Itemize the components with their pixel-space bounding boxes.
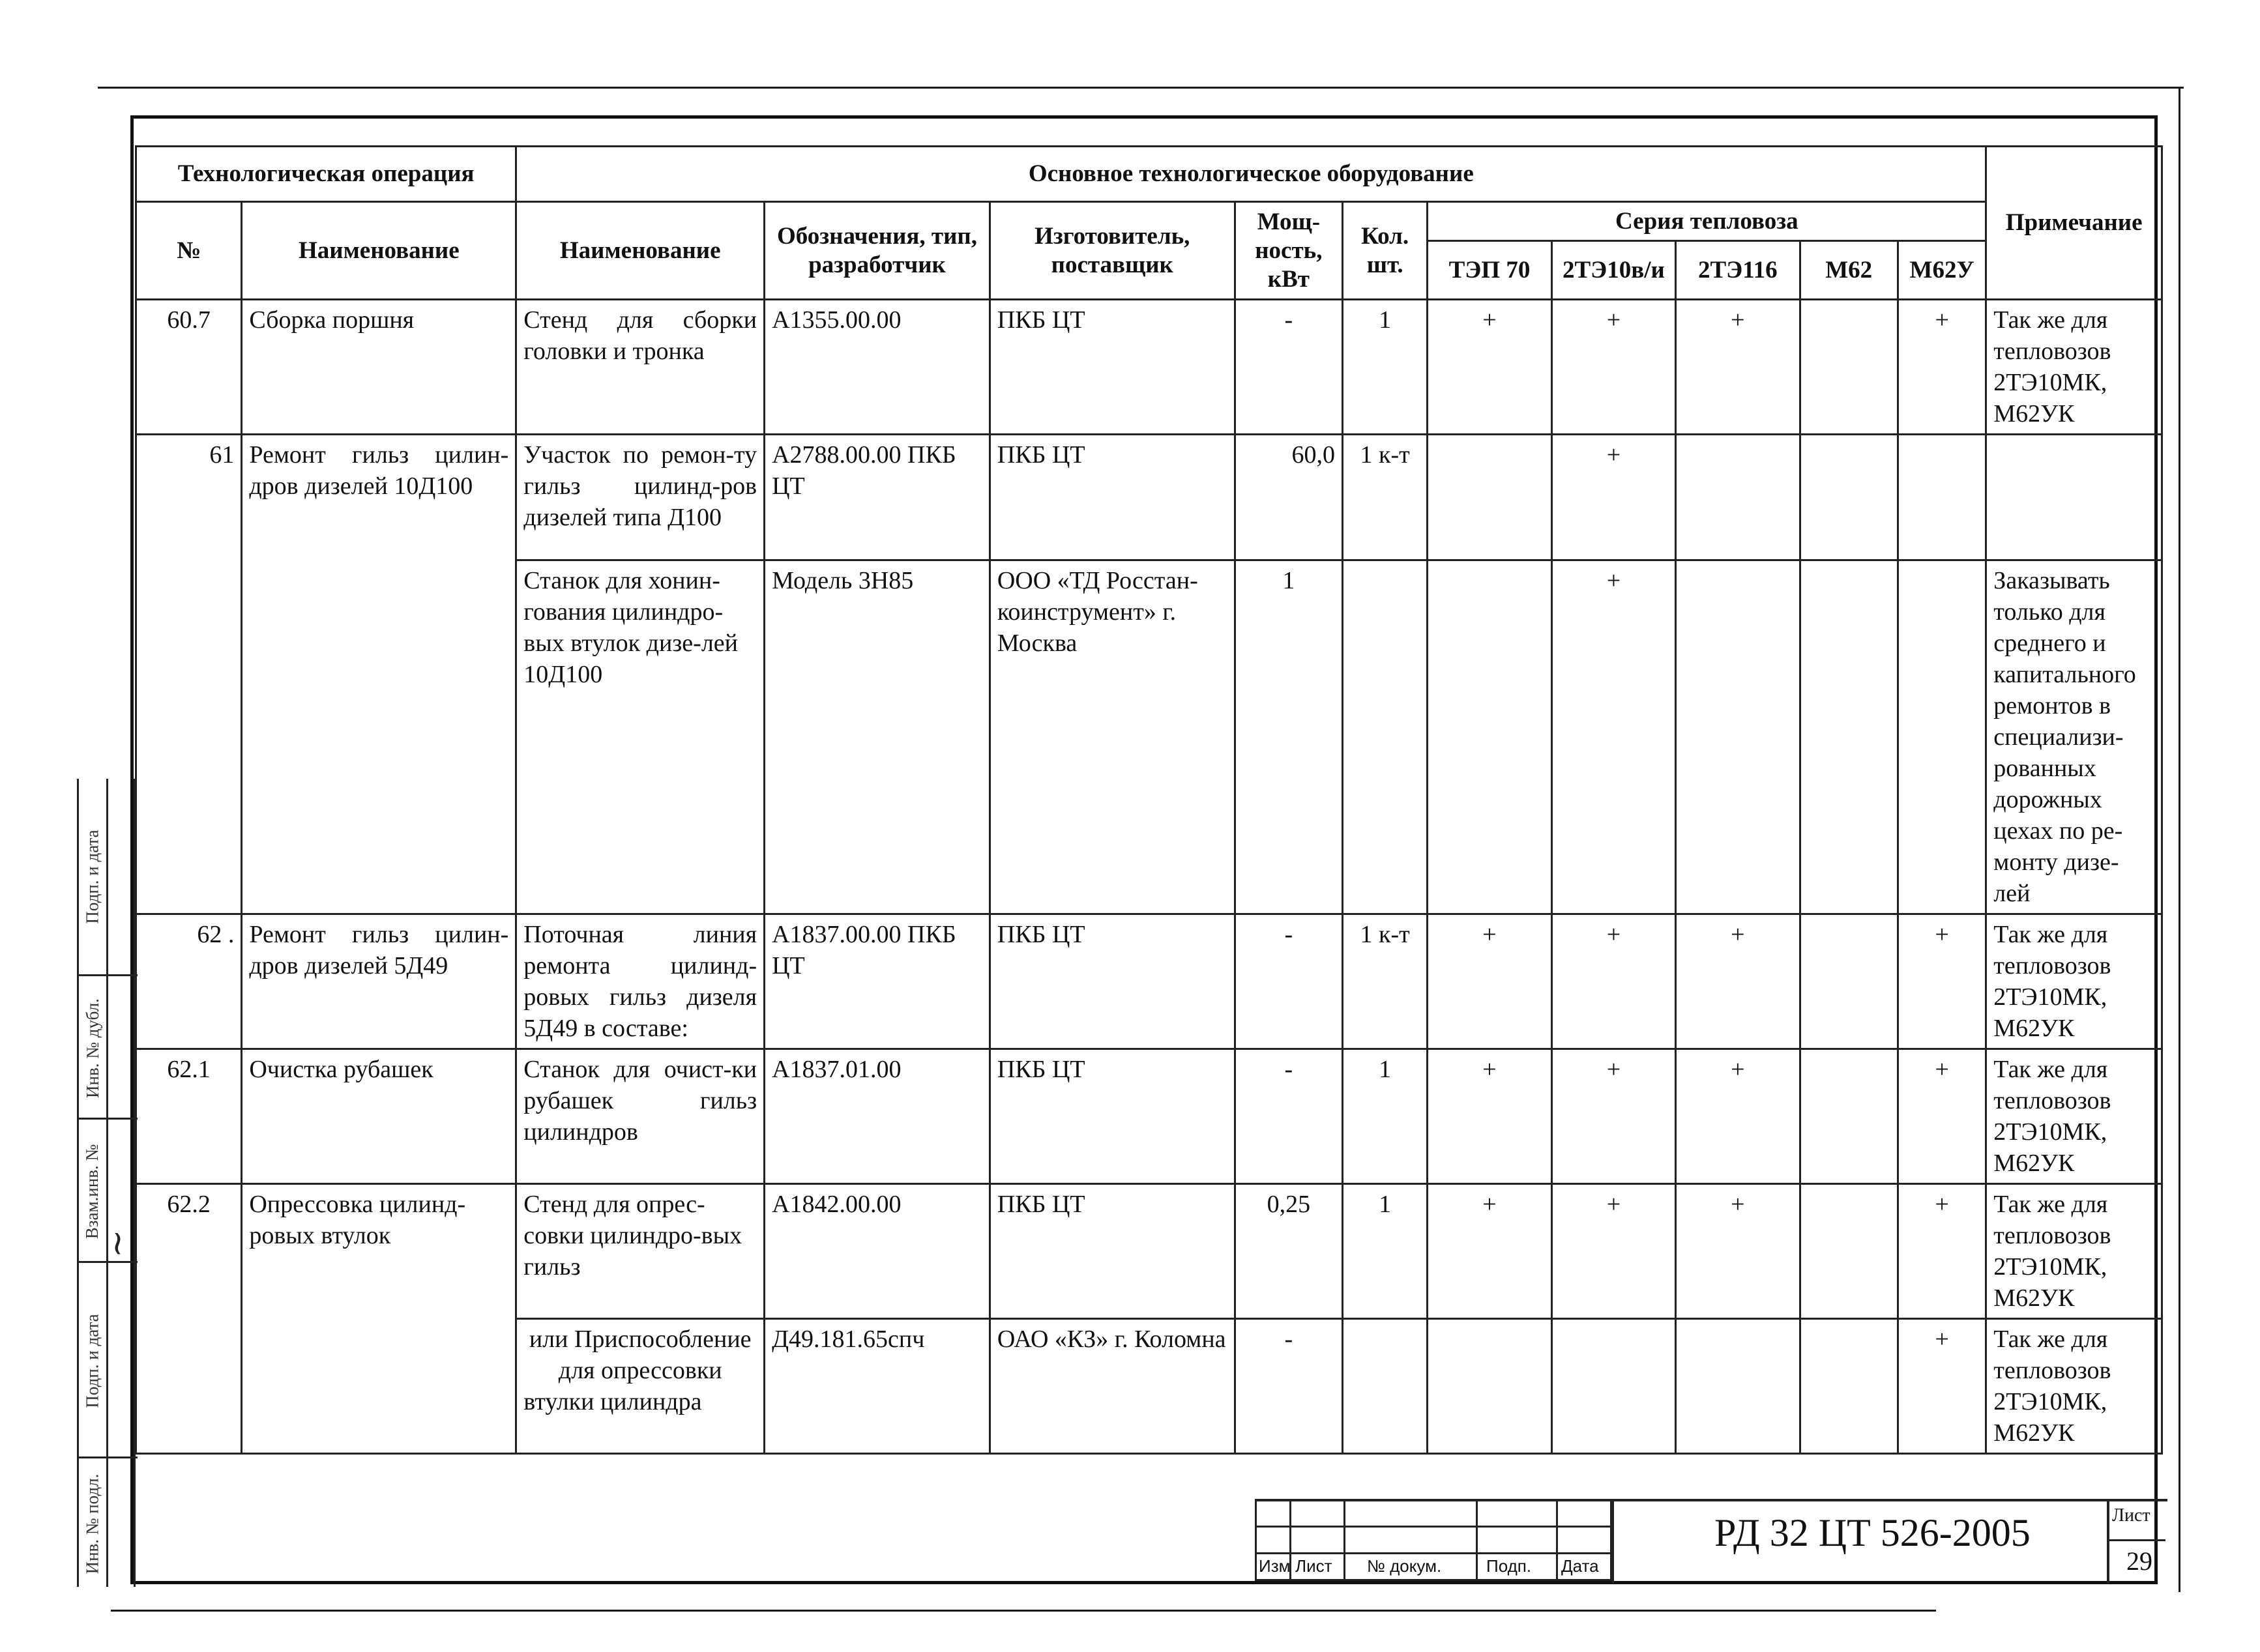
cell-qty: 1 [1343, 300, 1428, 435]
hdr-series-2te116: 2ТЭ116 [1676, 241, 1800, 300]
cell-s5 [1898, 560, 1986, 914]
cell-pow: 1 [1235, 560, 1342, 914]
cell-pow: 0,25 [1235, 1184, 1342, 1319]
cell-eq: Станок для хонин-гования цилиндро-вых втулок дизе-лей 10Д100 [516, 560, 765, 914]
side-cell-podp-data [79, 779, 138, 974]
stamp-podp: Подп. [1486, 1556, 1532, 1576]
hdr-tech-operation: Технологическая операция [136, 147, 516, 202]
table-row [136, 1184, 2162, 1319]
cell-des: А1842.00.00 [765, 1184, 990, 1319]
side-cell-podp-data-2 [79, 1261, 138, 1458]
cell-qty: 1 к-т [1343, 914, 1428, 1049]
cell-eq: Участок по ремон-ту гильз цилинд-ров дизелей типа Д100 [516, 435, 765, 560]
cell-op: Опрессовка цилинд-ровых втулок [242, 1184, 516, 1454]
side-stamp [77, 779, 136, 1587]
side-label-podp-data: Подп. и дата [82, 829, 102, 924]
side-label-podp-data-2: Подп. и дата [82, 1313, 102, 1408]
cell-des: А1837.01.00 [765, 1049, 990, 1184]
cell-des: Модель 3Н85 [765, 560, 990, 914]
cell-des: А1837.00.00 ПКБ ЦТ [765, 914, 990, 1049]
cell-op: Ремонт гильз цилин-дров дизелей 10Д100 [242, 435, 516, 914]
cell-num: 60.7 [136, 300, 242, 435]
hdr-series-m62u: М62У [1898, 241, 1986, 300]
cell-note: Так же для тепловозов 2ТЭ10МК, М62УК [1986, 1184, 2162, 1319]
cell-s4 [1800, 1319, 1898, 1454]
cell-s4 [1800, 435, 1898, 560]
cell-s1: + [1428, 300, 1551, 435]
hdr-power: Мощ-ность, кВт [1235, 202, 1342, 300]
cell-s5: + [1898, 1049, 1986, 1184]
top-rule [98, 87, 2184, 89]
cell-note [1986, 435, 2162, 560]
cell-pow: 60,0 [1235, 435, 1342, 560]
hdr-series-2te10: 2ТЭ10в/и [1551, 241, 1675, 300]
right-rule [2179, 87, 2180, 1592]
cell-s5: + [1898, 914, 1986, 1049]
cell-eq: Стенд для опрес-совки цилиндро-вых гильз [516, 1184, 765, 1319]
cell-s4 [1800, 300, 1898, 435]
side-cell-inv-podl [79, 1456, 138, 1589]
table-row [136, 1049, 2162, 1184]
cell-s5 [1898, 435, 1986, 560]
cell-man: ООО «ТД Росстан-коинструмент» г. Москва [990, 560, 1235, 914]
cell-s4 [1800, 914, 1898, 1049]
cell-qty: 1 к-т [1343, 435, 1428, 560]
cell-num: 61 [136, 435, 242, 914]
cell-s3: + [1676, 1184, 1800, 1319]
hdr-main-equipment: Основное технологическое оборудование [516, 147, 1986, 202]
cell-eq: Стенд для сборки головки и тронка [516, 300, 765, 435]
table-row [136, 914, 2162, 1049]
cell-eq: Станок для очист-ки рубашек гильз цилиндров [516, 1049, 765, 1184]
cell-op: Сборка поршня [242, 300, 516, 435]
bottom-rule [111, 1610, 1936, 1612]
side-signature: ~ [98, 1229, 137, 1258]
cell-man: ПКБ ЦТ [990, 300, 1235, 435]
side-label-inv-podl: Инв. № подл. [82, 1473, 102, 1574]
hdr-note: Примечание [1986, 147, 2162, 300]
cell-s3 [1676, 435, 1800, 560]
stamp-doc: № докум. [1367, 1556, 1442, 1576]
side-cell-inv-dubl [79, 974, 138, 1120]
cell-note: Заказывать только для среднего и капитального ремонтов в специализи-рованных дорожных цехах по ре-монту дизе-лей [1986, 560, 2162, 914]
cell-s1 [1428, 1319, 1551, 1454]
hdr-num: № [136, 202, 242, 300]
cell-s1 [1428, 560, 1551, 914]
cell-s2: + [1551, 560, 1675, 914]
sheet-number: 29 [2126, 1546, 2152, 1576]
cell-man: ПКБ ЦТ [990, 1184, 1235, 1319]
cell-pow: - [1235, 1319, 1342, 1454]
cell-num: 62.1 [136, 1049, 242, 1184]
cell-pow: - [1235, 914, 1342, 1049]
cell-s2: + [1551, 1049, 1675, 1184]
sheet-label: Лист [2112, 1505, 2150, 1526]
cell-num: 62 . [136, 914, 242, 1049]
cell-note: Так же для тепловозов 2ТЭ10МК, М62УК [1986, 1319, 2162, 1454]
cell-eq-text: или Приспособление для опрессовки втулки цилиндра [523, 1326, 752, 1415]
hdr-op-name: Наименование [242, 202, 516, 300]
stamp-izm: Изм [1259, 1556, 1291, 1576]
cell-s2: + [1551, 1184, 1675, 1319]
cell-num: 62.2 [136, 1184, 242, 1454]
cell-s4 [1800, 1049, 1898, 1184]
cell-man: ПКБ ЦТ [990, 1049, 1235, 1184]
cell-s4 [1800, 560, 1898, 914]
cell-man: ПКБ ЦТ [990, 435, 1235, 560]
cell-s2: + [1551, 914, 1675, 1049]
stamp-date: Дата [1561, 1556, 1599, 1576]
cell-des: А2788.00.00 ПКБ ЦТ [765, 435, 990, 560]
hdr-manufacturer: Изготовитель, поставщик [990, 202, 1235, 300]
cell-eq: Поточная линия ремонта цилинд-ровых гильз дизеля 5Д49 в составе: [516, 914, 765, 1049]
cell-note: Так же для тепловозов 2ТЭ10МК, М62УК [1986, 1049, 2162, 1184]
cell-note: Так же для тепловозов 2ТЭ10МК, М62УК [1986, 300, 2162, 435]
cell-note: Так же для тепловозов 2ТЭ10МК, М62УК [1986, 914, 2162, 1049]
cell-qty [1343, 1319, 1428, 1454]
cell-s5: + [1898, 1184, 1986, 1319]
cell-s1 [1428, 435, 1551, 560]
cell-s3: + [1676, 300, 1800, 435]
hdr-series-m62: М62 [1800, 241, 1898, 300]
equipment-table [135, 145, 2163, 1455]
cell-s5: + [1898, 1319, 1986, 1454]
table-row [136, 300, 2162, 435]
cell-man: ПКБ ЦТ [990, 914, 1235, 1049]
cell-qty: 1 [1343, 1184, 1428, 1319]
cell-s2: + [1551, 300, 1675, 435]
cell-s4 [1800, 1184, 1898, 1319]
cell-s3 [1676, 1319, 1800, 1454]
side-label-inv-dubl: Инв. № дубл. [82, 998, 102, 1098]
cell-op: Ремонт гильз цилин-дров дизелей 5Д49 [242, 914, 516, 1049]
table-row [136, 435, 2162, 560]
cell-s2 [1551, 1319, 1675, 1454]
cell-des: Д49.181.65спч [765, 1319, 990, 1454]
cell-s1: + [1428, 914, 1551, 1049]
cell-s3: + [1676, 1049, 1800, 1184]
document-number: РД 32 ЦТ 526-2005 [1714, 1511, 2031, 1554]
hdr-eq-name: Наименование [516, 202, 765, 300]
cell-s3: + [1676, 914, 1800, 1049]
cell-pow: - [1235, 300, 1342, 435]
cell-qty: 1 [1343, 1049, 1428, 1184]
cell-qty [1343, 560, 1428, 914]
side-label-vzam-inv: Взам.инв. № [82, 1144, 102, 1239]
cell-man: ОАО «КЗ» г. Коломна [990, 1319, 1235, 1454]
cell-s1: + [1428, 1049, 1551, 1184]
cell-eq [516, 1319, 765, 1454]
hdr-designation: Обозначения, тип, разработчик [765, 202, 990, 300]
cell-s2: + [1551, 435, 1675, 560]
cell-s1: + [1428, 1184, 1551, 1319]
hdr-qty: Кол. шт. [1343, 202, 1428, 300]
hdr-series: Серия тепловоза [1428, 202, 1986, 241]
cell-s5: + [1898, 300, 1986, 435]
cell-s3 [1676, 560, 1800, 914]
hdr-series-tep70: ТЭП 70 [1428, 241, 1551, 300]
cell-pow: - [1235, 1049, 1342, 1184]
title-block [1255, 1499, 2167, 1584]
cell-op: Очистка рубашек [242, 1049, 516, 1184]
stamp-list: Лист [1295, 1556, 1332, 1576]
cell-des: А1355.00.00 [765, 300, 990, 435]
